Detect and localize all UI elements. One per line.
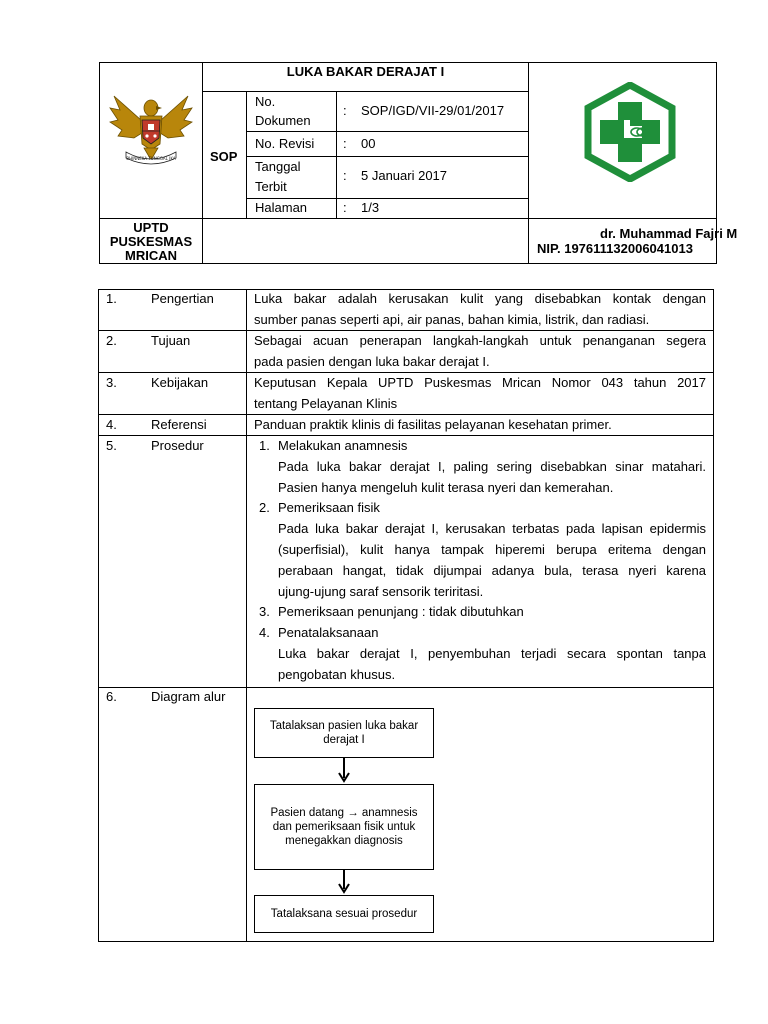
flowchart-step-2: Pasien datang → anamnesis dan pemeriksaan fisik untuk menegakkan diagnosis [254, 784, 434, 870]
procedure-line: perabaan hangat, tidak dijumpai adanya bula, terasa nyeri karena [278, 563, 706, 578]
field-value-no-revisi: 00 [361, 136, 376, 151]
content-line: tentang Pelayanan Klinis [254, 396, 398, 411]
procedure-line: Pada luka bakar derajat I, paling sering disebabkan sinar matahari. [278, 459, 706, 474]
procedure-line: Pasien hanya mengeluh kulit terasa nyeri dan kemerahan. [278, 480, 614, 495]
row-number: 3. [106, 375, 117, 390]
motto-text: BHINNEKA TUNGGAL IKA [126, 156, 176, 161]
flowchart-step-3: Tatalaksana sesuai prosedur [254, 895, 434, 933]
flowchart-arrow-icon [336, 758, 352, 785]
procedure-title: Penatalaksanaan [278, 625, 379, 640]
field-colon: : [343, 136, 347, 151]
content-line: sumber panas seperti api, air panas, bahan kimia, listrik, dan radiasi. [254, 312, 650, 327]
field-label-halaman: Halaman [255, 200, 308, 215]
row-label-kebijakan: Kebijakan [151, 375, 209, 390]
field-value-tanggal-terbit: 5 Januari 2017 [361, 168, 448, 183]
procedure-number: 3. [259, 604, 270, 619]
procedure-title: Melakukan anamnesis [278, 438, 408, 453]
content-line: pada pasien dengan luka bakar derajat I. [254, 354, 490, 369]
field-colon: : [343, 200, 347, 215]
row-label-prosedur: Prosedur [151, 438, 204, 453]
puskesmas-emblem-icon [580, 82, 680, 182]
row-number: 5. [106, 438, 117, 453]
field-value-halaman: 1/3 [361, 200, 380, 215]
field-colon: : [343, 168, 347, 183]
procedure-title: Pemeriksaan penunjang : tidak dibutuhkan [278, 604, 524, 619]
row-number: 1. [106, 291, 117, 306]
procedure-number: 1. [259, 438, 270, 453]
content-line: Sebagai acuan penerapan langkah-langkah untuk penanganan segera [254, 333, 706, 348]
procedure-number: 2. [259, 500, 270, 515]
signatory-name: dr. Muhammad Fajri M [600, 226, 738, 241]
sop-label: SOP [210, 149, 238, 164]
row-number: 4. [106, 417, 117, 432]
procedure-number: 4. [259, 625, 270, 640]
org-name: UPTD PUSKESMAS MRICAN [109, 220, 193, 263]
field-label-no-revisi: No. Revisi [255, 136, 315, 151]
procedure-line: pengobatan khusus. [278, 667, 396, 682]
row-label-referensi: Referensi [151, 417, 207, 432]
row-number: 2. [106, 333, 117, 348]
row-number: 6. [106, 689, 117, 704]
content-line: Panduan praktik klinis di fasilitas pelayanan kesehatan primer. [254, 417, 612, 432]
doc-title: LUKA BAKAR DERAJAT I [286, 64, 445, 79]
flowchart-arrow-icon [336, 870, 352, 896]
field-label-tanggal-terbit: Tanggal Terbit [255, 159, 301, 194]
procedure-line: ujung-ujung saraf sensorik teriritasi. [278, 584, 484, 599]
row-label-tujuan: Tujuan [151, 333, 191, 348]
flowchart-step-1: Tatalaksan pasien luka bakar derajat I [254, 708, 434, 758]
procedure-title: Pemeriksaan fisik [278, 500, 380, 515]
procedure-line: (superfisial), kulit hanya tampak hiperemi berupa eritema dengan [278, 542, 706, 557]
signatory-nip: NIP. 197611132006041013 [537, 241, 693, 256]
row-label-diagram-alur: Diagram alur [151, 689, 226, 704]
content-line: Keputusan Kepala UPTD Puskesmas Mrican Nomor 043 tahun 2017 [254, 375, 706, 390]
procedure-line: Pada luka bakar derajat I, kerusakan terbatas pada lapisan epidermis [278, 521, 706, 536]
field-colon: : [343, 103, 347, 118]
field-label-no-dokumen: No. Dokumen [255, 94, 311, 128]
field-value-no-dokumen: SOP/IGD/VII-29/01/2017 [361, 103, 505, 118]
procedure-line: Luka bakar derajat I, penyembuhan terjadi secara spontan tanpa [278, 646, 706, 661]
content-line: Luka bakar adalah kerusakan kulit yang disebabkan kontak dengan [254, 291, 706, 306]
row-label-pengertian: Pengertian [151, 291, 214, 306]
garuda-emblem-icon [104, 88, 198, 168]
